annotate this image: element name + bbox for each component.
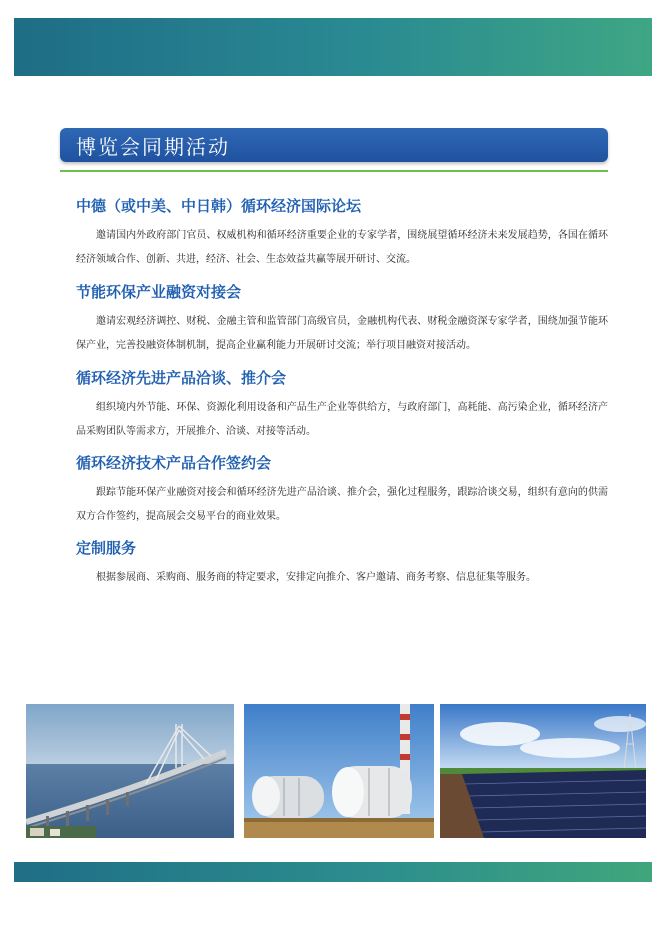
divider [60, 170, 608, 172]
section-title: 博览会同期活动 [76, 135, 230, 159]
solar-farm-photo [440, 704, 646, 838]
activity-item-products-fair [76, 368, 608, 444]
activity-description: 根据参展商、采购商、服务商的特定要求，安排定向推介、客户邀请、商务考察、信息征集等服务。 [96, 572, 536, 583]
bridge-photo [26, 704, 234, 838]
bottom-footer-band [14, 862, 652, 882]
activity-description: 邀请宏观经济调控、财税、金融主管和监管部门高级官员，金融机构代表、财税金融资深专家学者，围绕加强节能环保产业，完善投融资体制机制，提高企业赢利能力开展研讨交流；举行项目融资对接活动。 [76, 316, 608, 351]
activity-title: 中德（或中美、中日韩）循环经济国际论坛 [76, 197, 362, 215]
activity-title: 循环经济技术产品合作签约会 [76, 454, 272, 472]
activity-title: 节能环保产业融资对接会 [76, 283, 242, 301]
activity-description: 组织境内外节能、环保、资源化利用设备和产品生产企业等供给方，与政府部门，高耗能、高污染企业，循环经济产品采购团队等需求方，开展推介、洽谈、对接等活动。 [76, 402, 608, 437]
section-title-banner [60, 128, 608, 162]
activity-title: 定制服务 [76, 539, 137, 557]
activity-description: 跟踪节能环保产业融资对接会和循环经济先进产品洽谈、推介会，强化过程服务，跟踪洽谈交易，组织有意向的供需双方合作签约，提高展会交易平台的商业效果。 [76, 487, 608, 522]
activity-item-forum [76, 196, 608, 272]
activity-item-signing [76, 453, 608, 529]
activity-item-financing [76, 282, 608, 358]
activity-title: 循环经济先进产品洽谈、推介会 [76, 369, 287, 387]
activity-item-custom-service [76, 538, 608, 590]
power-plant-photo [244, 704, 434, 838]
photo-strip [26, 704, 646, 838]
activity-description: 邀请国内外政府部门官员、权威机构和循环经济重要企业的专家学者，围绕展望循环经济未来发展趋势，各国在循环经济领域合作、创新、共进，经济、社会、生态效益共赢等展开研讨、交流。 [76, 230, 608, 265]
top-header-band [14, 18, 652, 76]
